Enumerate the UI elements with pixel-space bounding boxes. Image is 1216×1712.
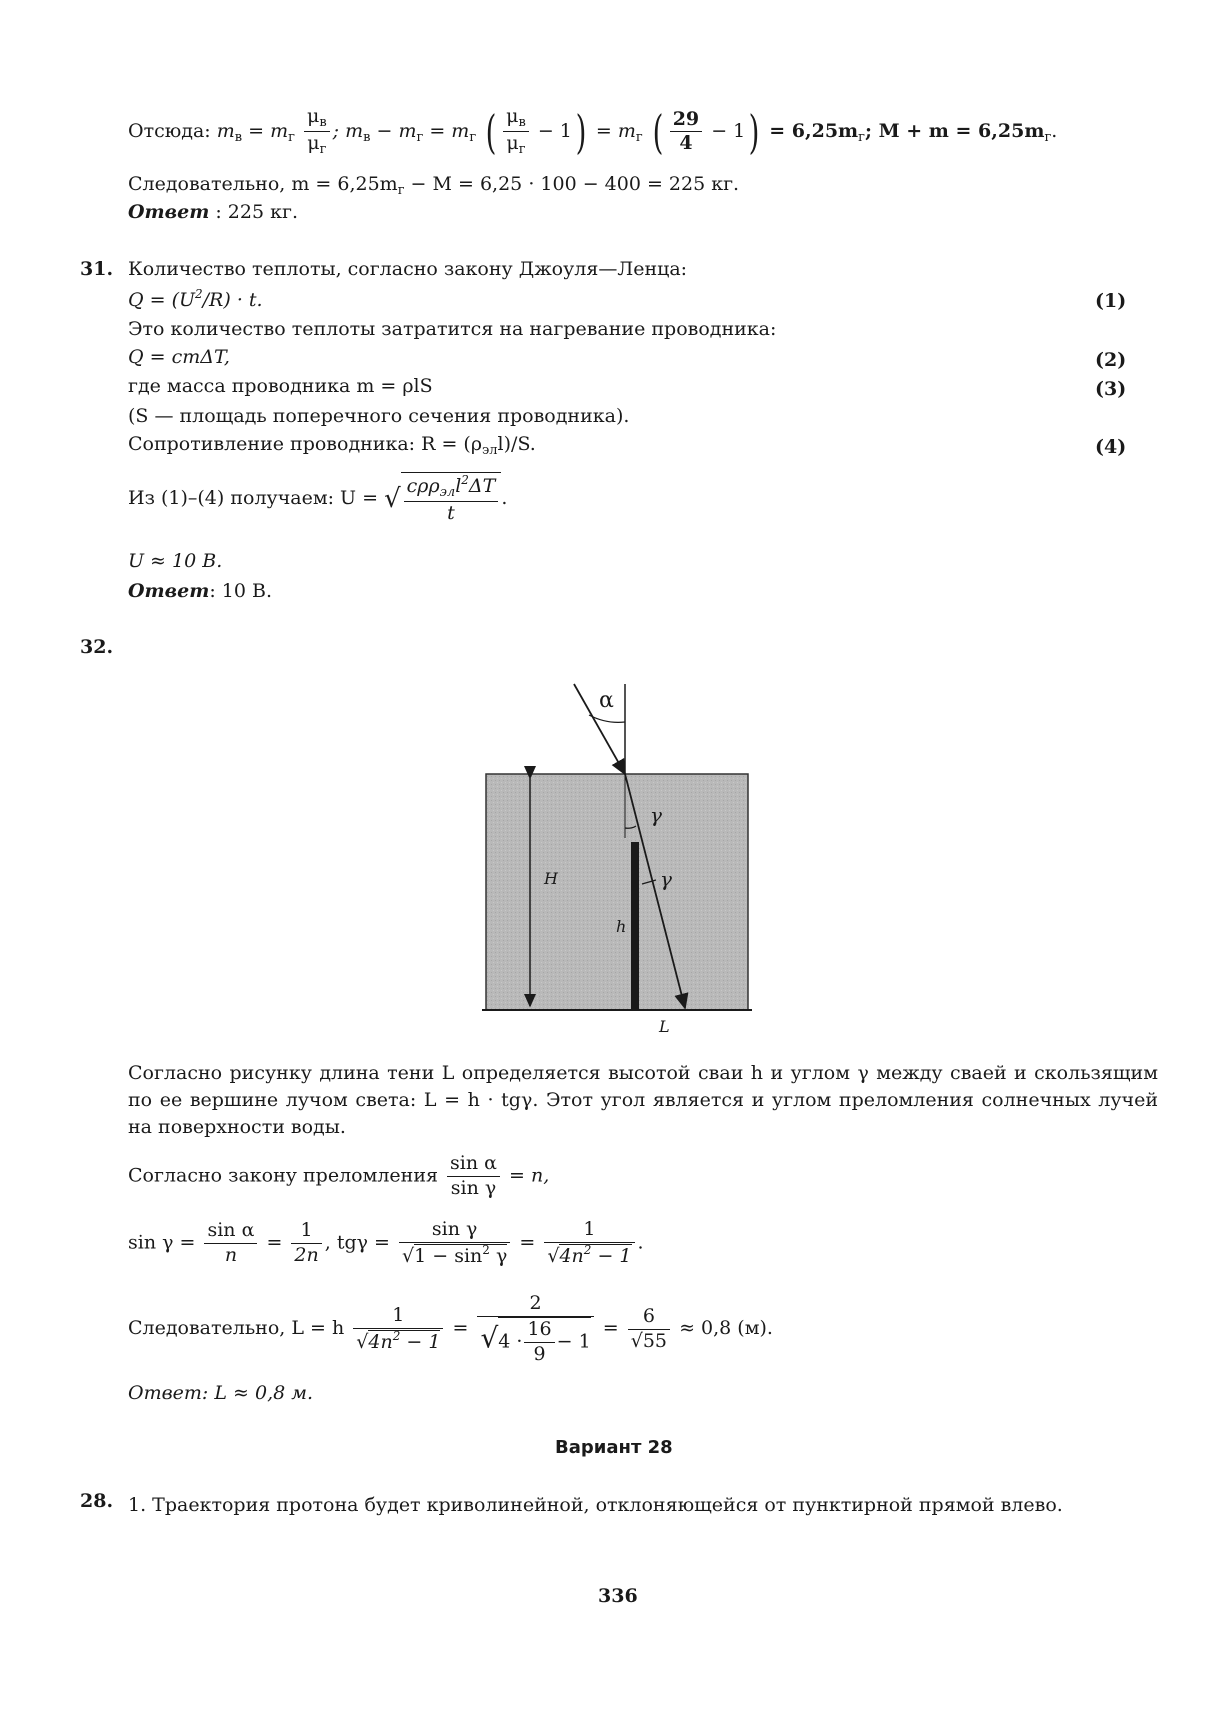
sin-tg-formula: sin γ = $\frac{\text{sin α}}{n}$ = $\frac{1}{2n}$ , tgγ = $\frac{\text{sin γ}}{√1 - \sin^2 \gamma}$ = $\frac{1}{√4n^2 - 1}$ . bbox=[128, 1218, 644, 1267]
p31-line1: Количество теплоты, согласно закону Джоуля—Ленца: bbox=[128, 258, 688, 280]
sqrt-formula: √ $\frac{c\rho\rho_{эл}l^2\Delta T}{t}$ bbox=[384, 472, 501, 526]
cont-answer: Ответ : 225 кг. bbox=[128, 201, 298, 223]
p28-text: 1. Траектория протона будет криволинейной, отклоняющейся от пунктирной прямой влево. bbox=[128, 1494, 1063, 1516]
p31-answer: Ответ: 10 В. bbox=[128, 580, 272, 602]
p32-text1: Согласно рисунку длина тени L определяется высотой сваи h и углом γ между сваей и скользящим по ее вершине лучом света: L = h · tgγ. Этот угол является и углом преломления солнечных лучей на поверхности воды. bbox=[128, 1062, 1158, 1138]
cont-line2: Следовательно, $m = 6,25m_г - M = 6,25 \cdot 100 - 400 = 225$ кг. bbox=[128, 173, 740, 198]
p31-line5: где масса проводника m = ρlS bbox=[128, 375, 433, 397]
problem-31-number: 31. bbox=[80, 258, 114, 280]
variant-heading: Вариант 28 bbox=[555, 1437, 673, 1458]
H-label: H bbox=[544, 869, 558, 888]
p31-line7: Сопротивление проводника: $R = (\rho_{эл}l)/S$. bbox=[128, 433, 536, 458]
water-body bbox=[486, 774, 748, 1010]
eq-number-3: (3) bbox=[1095, 378, 1127, 400]
p31-line3: Это количество теплоты затратится на нагревание проводника: bbox=[128, 318, 777, 340]
eq-number-4: (4) bbox=[1095, 436, 1127, 458]
refraction-diagram bbox=[470, 670, 760, 1040]
length-formula: Следовательно, L = h $\frac{1}{√4n^2 - 1}$ = 2 √4 · $\frac{16}{9}$ − 1 = $\frac{6}{√55}$ ≈ 0,8 (м). bbox=[128, 1292, 773, 1365]
h-label: h bbox=[616, 917, 627, 936]
p31-line8: Из (1)–(4) получаем: U = √ $\frac{c\rho\rho_{эл}l^2\Delta T}{t}$ . bbox=[128, 473, 508, 525]
pile bbox=[631, 842, 639, 1010]
fraction-mu-2: $\frac{\mu_в}{\mu_г}$ bbox=[503, 105, 529, 159]
fraction-29-4: $\frac{29}{4}$ bbox=[670, 108, 702, 157]
gamma-label-2: γ bbox=[660, 867, 672, 891]
problem-32-number: 32. bbox=[80, 636, 114, 658]
p31-line6: (S — площадь поперечного сечения проводника). bbox=[128, 405, 630, 427]
L-label: L bbox=[659, 1017, 670, 1036]
cont-label: Отсюда: bbox=[128, 119, 211, 142]
p31-line4: Q = cmΔT, bbox=[128, 346, 230, 368]
p31-line9: U ≈ 10 В. bbox=[128, 550, 223, 572]
refraction-law: Согласно закону преломления $\frac{\text{sin α}}{\text{sin γ}}$ = n, bbox=[128, 1152, 550, 1199]
page-number: 336 bbox=[598, 1585, 638, 1607]
fraction-mu: $\frac{\mu_в}{\mu_г}$ bbox=[304, 105, 330, 159]
cont-line1: Отсюда: $m_в = m_г$ $\frac{\mu_в}{\mu_г}$ ; $m_в - m_г = m_г$ ( $\frac{\mu_в}{\mu_г}$ − $1) = m_г$ ( $\frac{29}{4}$ − $1) = 6,25m_г$; $M + m = 6,25m_г$. bbox=[128, 104, 1058, 159]
eq-number-2: (2) bbox=[1095, 349, 1127, 371]
p32-answer: Ответ: L ≈ 0,8 м. bbox=[128, 1382, 314, 1404]
p31-line2: $Q = (U^2/R) \cdot t$. bbox=[128, 287, 263, 311]
alpha-label: α bbox=[599, 688, 614, 713]
problem-28-number: 28. bbox=[80, 1490, 114, 1512]
eq-number-1: (1) bbox=[1095, 290, 1127, 312]
gamma-label-1: γ bbox=[650, 803, 662, 827]
